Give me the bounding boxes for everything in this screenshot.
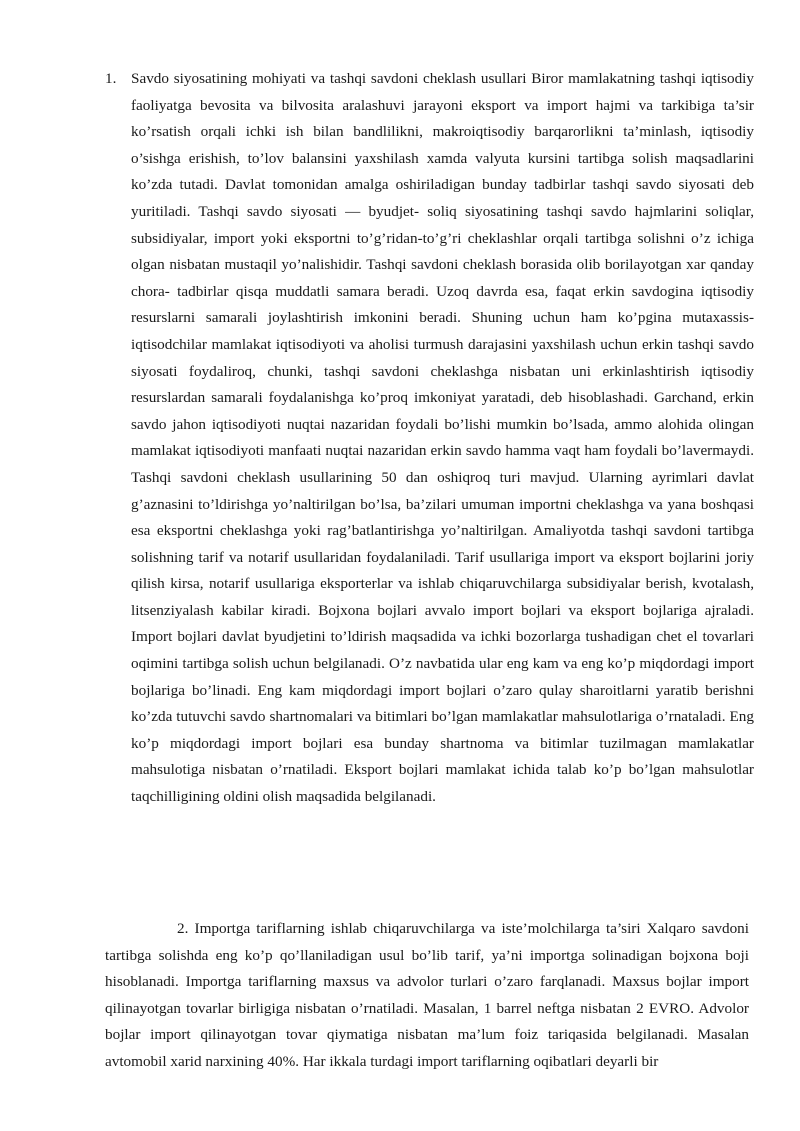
section-1-paragraph: Savdo siyosatining mohiyati va tashqi savdoni cheklash usullari Biror mamlakatning tashqi iqtisodiy faoliyatga bevosita va bilvosita aralashuvi jarayoni eksport va import hajmi va tarkibiga ta’sir ko’rsatish orqali ichki ish bilan bandlilikni, makroiqtisodiy barqarorlikni ta’minlash, iqtisodiy o’sishga erishish, to’lov balansini yaxshilash xamda valyuta kursini tartibga solish maqsadlarini ko’zda tutadi. Davlat tomonidan amalga oshiriladigan bunday tadbirlar tashqi savdo siyosati deb yuritiladi. Tashqi savdo siyosati — byudjet- soliq siyosatining tashqi savdo hajmlarini soliqlar, subsidiyalar, import yoki eksportni to’g’ridan-to’g’ri cheklashlar orqali tartibga solishni o’z ichiga olgan nisbatan mustaqil yo’nalishidir. Tashqi savdoni cheklash borasida olib borilayotgan xar qanday chora- tadbirlar qisqa muddatli samara beradi. Uzoq davrda esa, faqat erkin savdogina iqtisodiy resurslarni samarali joylashtirish imkonini beradi. Shuning uchun ham ko’pgina mutaxassis-iqtisodchilar mamlakat iqtisodiyoti va aholisi turmush darajasini yaxshilash uchun erkin tashqi savdo siyosati foydaliroq, chunki, tashqi savdoni cheklashga nisbatan uni erkinlashtirish iqtisodiy resurslardan samarali foydalanishga ko’proq imkoniyat yaratadi, deb hisoblashadi. Garchand, erkin savdo jahon iqtisodiyoti nuqtai nazaridan foydali bo’lishi mumkin bo’lsada, ammo alohida olingan mamlakat iqtisodiyoti manfaati nuqtai nazaridan erkin savdo hamma vaqt ham foydali bo’lavermaydi. Tashqi savdoni cheklash usullarining 50 dan oshiqroq turi mavjud. Ularning ayrimlari davlat g’aznasini to’ldirishga yo’naltirilgan bo’lsa, ba’zilari umuman importni cheklashga va yana boshqasi esa eksportni cheklashga yoki rag’batlantirishga yo’naltirilgan. Amaliyotda tashqi savdoni tartibga solishning tarif va notarif usullaridan foydalaniladi. Tarif usullariga import va eksport bojlarini joriy qilish kirsa, notarif usullariga eksporterlar va ishlab chiqaruvchilarga subsidiyalar berish, kvotalash, litsenziyalash kabilar kiradi. Bojxona bojlari avvalo import bojlari va eksport bojlariga ajraladi. Import bojlari davlat byudjetini to’ldirish maqsadida va ichki bozorlarga tushadigan chet el tovarlari oqimini tartibga solish uchun belgilanadi. O’z navbatida ular eng kam va eng ko’p miqdordagi import bojlariga bo’linadi. Eng kam miqdordagi import bojlari o’zaro qulay sharoitlarni yaratib berishni ko’zda tutuvchi savdo shartnomalari va bitimlari bo’lgan mamlakatlar mahsulotlariga o’rnataladi. Eng ko’p miqdordagi import bojlari esa bunday shartnoma va bitimlar tuzilmagan mamlakatlar mahsulotiga nisbatan o’rnatiladi. Eksport bojlari mamlakat ichida talab ko’p bo’lgan mahsulotlar taqchilligining oldini olish maqsadida belgilanadi.	[131, 70, 754, 806]
section-2-paragraph: 2. Importga tariflarning ishlab chiqaruvchilarga va iste’molchilarga ta’siri Xalqaro savdoni tartibga solishda eng ko’p qo’llaniladigan usul bo’lib tarif, ya’ni importga solinadigan bojxona boji hisoblanadi. Importga tariflarning maxsus va advolor turlari o’zaro farqlanadi. Maxsus bojlar import qilinayotgan tovarlar birligiga nisbatan o’rnatiladi. Masalan, 1 barrel neftga nisbatan 2 EVRO. Advolor bojlar import qilinayotgan tovar qiymatiga nisbatan ma’lum foiz tariqasida belgilanadi. Masalan avtomobil xarid narxining 40%. Har ikkala turdagi import tariflarning oqibatlari deyarli bir	[105, 920, 749, 1070]
list-number: 1.	[105, 70, 117, 87]
list-item-1	[96, 66, 754, 811]
